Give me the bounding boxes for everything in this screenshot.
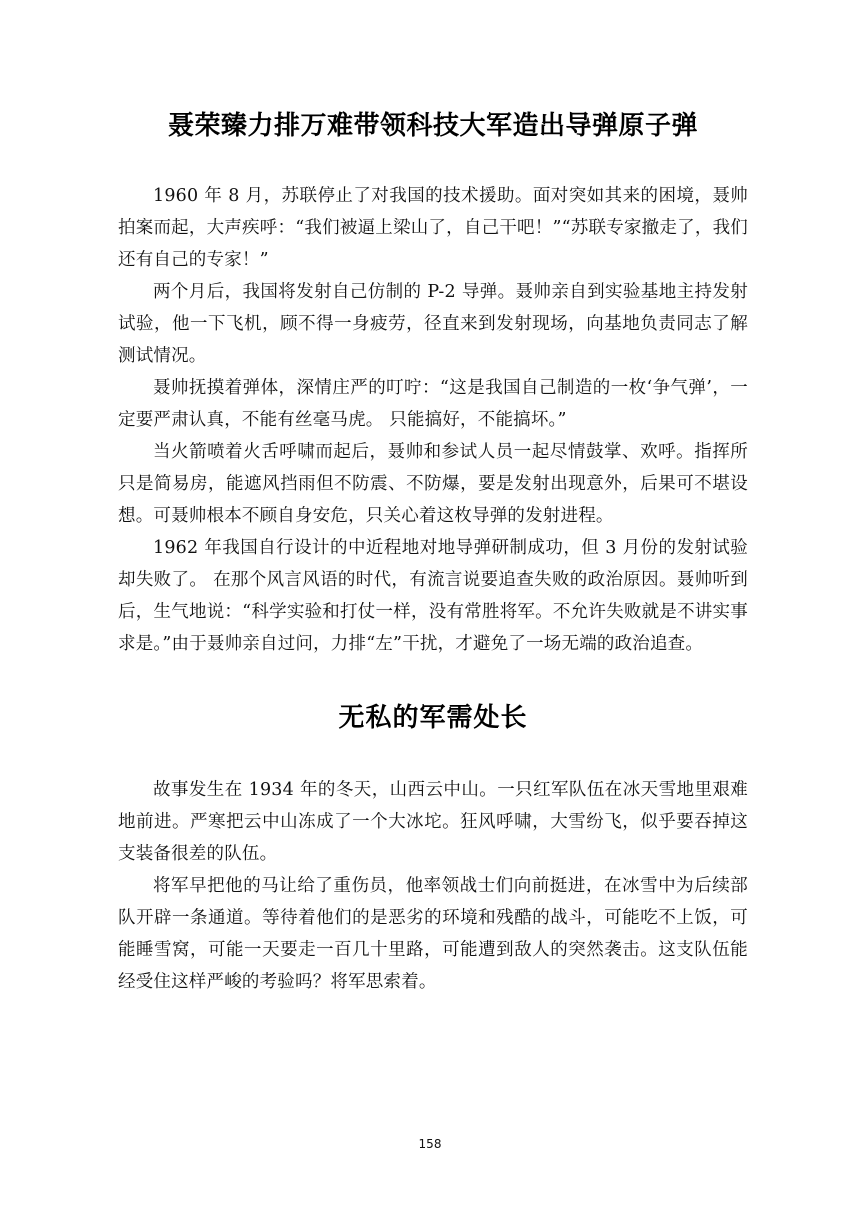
paragraph: 当火箭喷着火舌呼啸而起后，聂帅和参试人员一起尽情鼓掌、欢呼。指挥所只是简易房，能遮风挡雨但不防震、不防爆，要是发射出现意外，后果可不堪设想。可聂帅根本不顾自身安危，只关心着这枚导弹的发射进程。 [118, 442, 748, 526]
page-number: 158 [418, 1137, 442, 1151]
paragraph: 将军早把他的马让给了重伤员，他率领战士们向前挺进，在冰雪中为后续部队开辟一条通道。等待着他们的是恶劣的环境和残酷的战斗，可能吃不上饭，可能睡雪窝，可能一天要走一百几十里路，可能遭到敌人的突然袭击。这支队伍能经受住这样严峻的考验吗？将军思索着。 [118, 876, 748, 992]
paragraph: 1962 年我国自行设计的中近程地对地导弹研制成功，但 3 月份的发射试验却失败了。 在那个风言风语的时代，有流言说要追查失败的政治原因。聂帅听到后，生气地说：“科学实验和打仗一样，没有常胜将军。不允许失败就是不讲实事求是。”由于聂帅亲自过问，力排“左”干扰，才避免了一场无端的政治追查。 [118, 538, 748, 654]
section-title-quartermaster: 无私的军需处长 [338, 703, 528, 733]
section-body-quartermaster [118, 774, 748, 998]
section-body-nie-rongzhen [118, 180, 748, 660]
paragraph: 故事发生在 1934 年的冬天，山西云中山。一只红军队伍在冰天雪地里艰难地前进。严寒把云中山冻成了一个大冰坨。狂风呼啸，大雪纷飞，似乎要吞掉这支装备很差的队伍。 [118, 780, 748, 864]
section-title-nie-rongzhen: 聂荣臻力排万难带领科技大军造出导弹原子弹 [167, 111, 698, 141]
page-content [118, 108, 748, 998]
paragraph: 1960 年 8 月，苏联停止了对我国的技术援助。面对突如其来的困境，聂帅拍案而起，大声疾呼：“我们被逼上梁山了，自己干吧！”“苏联专家撤走了，我们还有自己的专家！” [118, 186, 748, 270]
paragraph: 聂帅抚摸着弹体，深情庄严的叮咛：“这是我国自己制造的一枚‘争气弹’，一定要严肃认真，不能有丝毫马虎。 只能搞好，不能搞坏。” [118, 378, 748, 430]
paragraph: 两个月后，我国将发射自己仿制的 P-2 导弹。聂帅亲自到实验基地主持发射试验，他一下飞机，顾不得一身疲劳，径直来到发射现场，向基地负责同志了解测试情况。 [118, 282, 748, 366]
